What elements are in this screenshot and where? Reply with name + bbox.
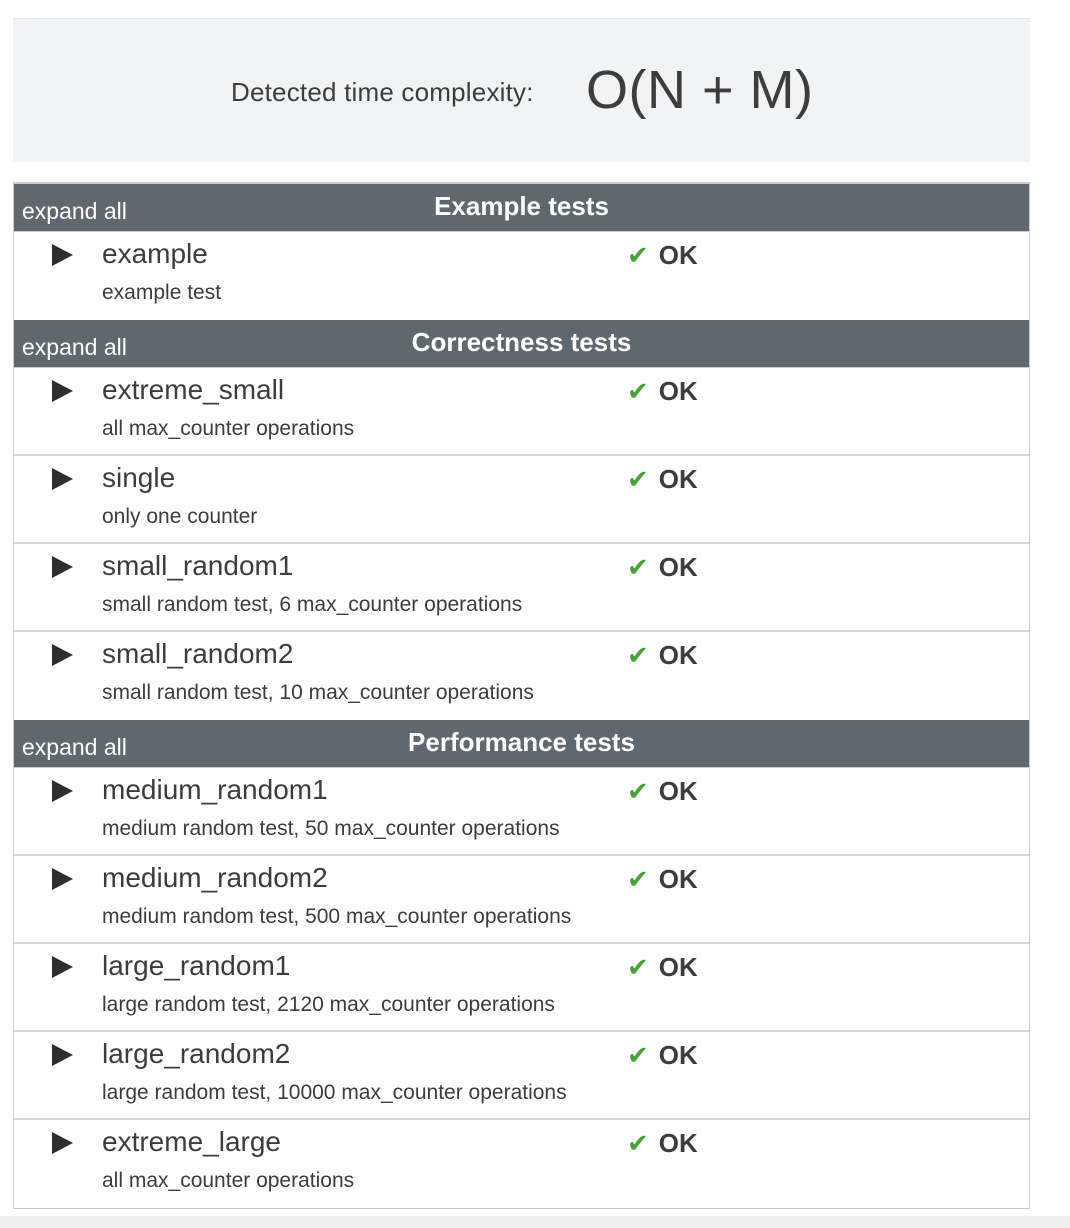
test-name: medium_random1 — [102, 774, 328, 805]
complexity-value: O(N + M) — [586, 60, 814, 120]
test-status — [627, 376, 698, 407]
test-row[interactable] — [14, 232, 1029, 320]
test-description: small random test, 10 max_counter operations — [102, 681, 534, 704]
test-row[interactable] — [14, 768, 1029, 856]
test-description: medium random test, 50 max_counter operations — [102, 817, 560, 840]
test-status — [627, 1040, 698, 1071]
test-name: extreme_small — [102, 374, 285, 405]
test-row[interactable] — [14, 944, 1029, 1032]
test-status — [627, 464, 698, 495]
test-description: example test — [102, 281, 222, 304]
expand-all-link[interactable]: expand all — [22, 734, 127, 760]
test-status-label: OK — [658, 1128, 698, 1158]
test-row[interactable] — [14, 856, 1029, 944]
test-status-label: OK — [658, 1040, 698, 1070]
test-row[interactable] — [14, 456, 1029, 544]
expand-arrow-icon[interactable] — [52, 868, 73, 890]
test-name: small_random1 — [102, 550, 294, 581]
bottom-scroll-area — [0, 1216, 1070, 1228]
checkmark-icon: ✔ — [627, 552, 649, 582]
expand-arrow-icon[interactable] — [52, 244, 73, 266]
expand-arrow-icon[interactable] — [52, 644, 73, 666]
expand-arrow-icon[interactable] — [52, 468, 73, 490]
test-name: small_random2 — [102, 638, 294, 669]
expand-arrow-icon[interactable] — [52, 556, 73, 578]
checkmark-icon: ✔ — [627, 864, 649, 894]
test-status — [627, 552, 698, 583]
test-status-label: OK — [658, 464, 698, 494]
test-status — [627, 1128, 698, 1159]
test-status-label: OK — [658, 640, 698, 670]
test-description: large random test, 2120 max_counter operations — [102, 993, 555, 1016]
test-row[interactable] — [14, 1032, 1029, 1120]
test-results-table — [13, 182, 1030, 1209]
test-description: small random test, 6 max_counter operations — [102, 593, 523, 616]
test-description: only one counter — [102, 505, 258, 528]
test-group-header — [14, 320, 1029, 368]
test-group-title: Correctness tests — [411, 327, 632, 357]
test-group-header — [14, 184, 1029, 232]
checkmark-icon: ✔ — [627, 1128, 649, 1158]
checkmark-icon: ✔ — [627, 640, 649, 670]
expand-arrow-icon[interactable] — [52, 780, 73, 802]
test-status — [627, 240, 698, 271]
expand-all-link[interactable]: expand all — [22, 198, 127, 224]
checkmark-icon: ✔ — [627, 240, 649, 270]
test-group-title: Example tests — [434, 191, 609, 221]
expand-arrow-icon[interactable] — [52, 1044, 73, 1066]
checkmark-icon: ✔ — [627, 464, 649, 494]
checkmark-icon: ✔ — [627, 952, 649, 982]
test-status-label: OK — [658, 376, 698, 406]
checkmark-icon: ✔ — [627, 376, 649, 406]
expand-arrow-icon[interactable] — [52, 1132, 73, 1154]
test-name: example — [102, 238, 208, 269]
expand-arrow-icon[interactable] — [52, 956, 73, 978]
test-status-label: OK — [658, 552, 698, 582]
test-group-title: Performance tests — [408, 727, 635, 757]
test-row[interactable] — [14, 368, 1029, 456]
checkmark-icon: ✔ — [627, 776, 649, 806]
test-name: extreme_large — [102, 1126, 281, 1157]
test-status-label: OK — [658, 776, 698, 806]
test-description: all max_counter operations — [102, 1169, 355, 1192]
test-name: single — [102, 462, 176, 493]
test-status — [627, 640, 698, 671]
expand-all-link[interactable]: expand all — [22, 334, 127, 360]
checkmark-icon: ✔ — [627, 1040, 649, 1070]
test-row[interactable] — [14, 1120, 1029, 1208]
complexity-label: Detected time complexity: — [231, 77, 534, 107]
test-status-label: OK — [658, 240, 698, 270]
test-name: medium_random2 — [102, 862, 328, 893]
test-description: medium random test, 500 max_counter operations — [102, 905, 572, 928]
test-status — [627, 776, 698, 807]
test-name: large_random2 — [102, 1038, 291, 1069]
test-status-label: OK — [658, 952, 698, 982]
test-description: all max_counter operations — [102, 417, 355, 440]
test-row[interactable] — [14, 544, 1029, 632]
expand-arrow-icon[interactable] — [52, 380, 73, 402]
test-status-label: OK — [658, 864, 698, 894]
test-name: large_random1 — [102, 950, 291, 981]
test-status — [627, 864, 698, 895]
test-status — [627, 952, 698, 983]
test-group-header — [14, 720, 1029, 768]
test-description: large random test, 10000 max_counter operations — [102, 1081, 567, 1104]
test-row[interactable] — [14, 632, 1029, 720]
complexity-panel — [13, 18, 1030, 162]
